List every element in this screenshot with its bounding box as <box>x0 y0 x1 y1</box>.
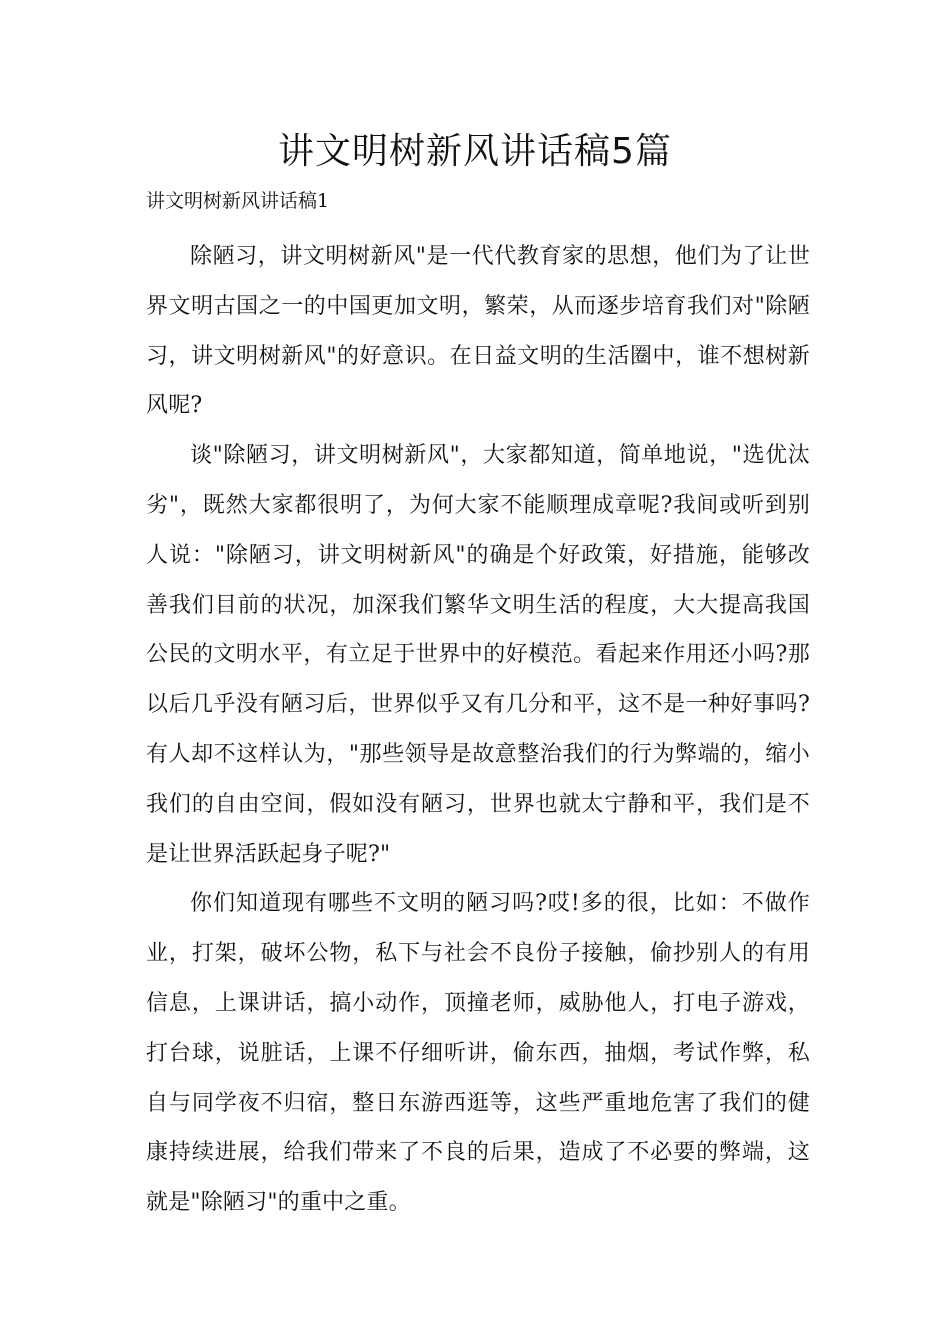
paragraph: 谈"除陋习，讲文明树新风"，大家都知道，简单地说，"选优汰劣"，既然大家都很明了，为何大家不能顺理成章呢?我间或听到别人说："除陋习，讲文明树新风"的确是个好政策，好措施，能够改善我们目前的状况，加深我们繁华文明生活的程度，大大提高我国公民的文明水平，有立足于世界中的好模范。看起来作用还小吗?那以后几乎没有陋习后，世界似乎又有几分和平，这不是一种好事吗?有人却不这样认为，"那些领导是故意整治我们的行为弊端的，缩小我们的自由空间，假如没有陋习，世界也就太宁静和平，我们是不是让世界活跃起身子呢?" <box>146 443 810 867</box>
document-title: 讲文明树新风讲话稿5篇 <box>278 131 672 172</box>
section-heading: 讲文明树新风讲话稿1 <box>146 190 330 212</box>
paragraph: 除陋习，讲文明树新风"是一代代教育家的思想，他们为了让世界文明古国之一的中国更加文明，繁荣，从而逐步培育我们对"除陋习，讲文明树新风"的好意识。在日益文明的生活圈中，谁不想树新风呢? <box>146 244 810 419</box>
paragraph: 你们知道现有哪些不文明的陋习吗?哎!多的很，比如：不做作业，打架，破坏公物，私下与社会不良份子接触，偷抄别人的有用信息，上课讲话，搞小动作，顶撞老师，威胁他人，打电子游戏，打台球，说脏话，上课不仔细听讲，偷东西，抽烟，考试作弊，私自与同学夜不归宿，整日东游西逛等，这些严重地危害了我们的健康持续进展，给我们带来了不良的后果，造成了不必要的弊端，这就是"除陋习"的重中之重。 <box>146 891 810 1216</box>
document-body <box>146 182 810 1228</box>
